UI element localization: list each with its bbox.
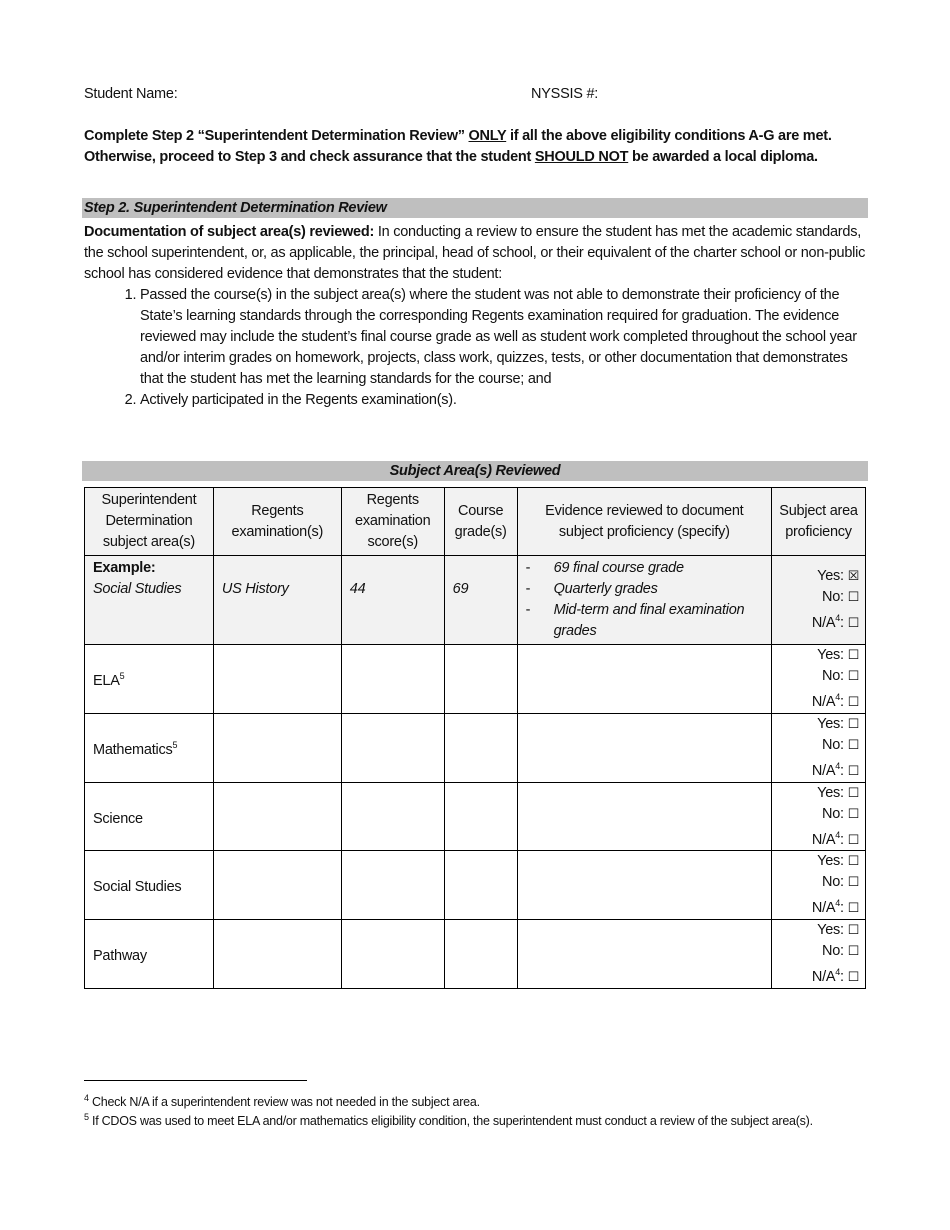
footnote-ref: 5 bbox=[119, 671, 125, 681]
subject-cell bbox=[85, 851, 214, 920]
proficiency-cell bbox=[772, 713, 866, 782]
documentation-paragraph bbox=[84, 222, 868, 411]
grade-cell[interactable] bbox=[444, 782, 517, 851]
example-exam: US History bbox=[221, 581, 289, 597]
score-cell[interactable] bbox=[341, 782, 444, 851]
intro-text: be awarded a local diploma. bbox=[628, 149, 818, 165]
na-label: N/A bbox=[811, 762, 836, 779]
yes-label: Yes: bbox=[817, 853, 848, 870]
footnote-ref: 4 bbox=[835, 613, 841, 623]
no-checkbox[interactable]: ☐ bbox=[847, 737, 859, 753]
yes-checkbox[interactable]: ☐ bbox=[847, 854, 859, 870]
subject-cell bbox=[85, 645, 214, 714]
colon: : bbox=[840, 900, 848, 917]
subject-label: Science bbox=[93, 810, 143, 827]
exam-cell[interactable] bbox=[213, 782, 341, 851]
table-title-bar bbox=[82, 461, 868, 481]
na-checkbox[interactable]: ☐ bbox=[847, 970, 859, 986]
example-grade: 69 bbox=[452, 581, 469, 597]
table-header-row bbox=[85, 488, 866, 556]
yes-checkbox[interactable]: ☐ bbox=[847, 648, 859, 663]
intro-text: Complete Step 2 “Superintendent Determination Review” bbox=[84, 128, 469, 144]
footnote-ref: 4 bbox=[835, 692, 841, 702]
subject-label: Pathway bbox=[93, 948, 147, 965]
na-label: N/A bbox=[811, 831, 836, 848]
column-header: Superintendent Determination subject area(s) bbox=[85, 488, 214, 556]
no-checkbox[interactable]: ☐ bbox=[847, 669, 859, 684]
no-label: No: bbox=[822, 736, 848, 753]
footnote-ref: 4 bbox=[835, 829, 841, 840]
example-evidence-list bbox=[526, 558, 763, 642]
yes-checkbox[interactable]: ☐ bbox=[847, 923, 859, 939]
proficiency-cell bbox=[772, 782, 866, 851]
score-cell[interactable] bbox=[341, 713, 444, 782]
example-row bbox=[85, 556, 866, 645]
criteria-item: 1. Passed the course(s) in the subject area(s) where the student was not able to demonstrate their proficiency of the State’s learning standards through the corresponding Regents examination required for graduation. The evidence reviewed may include the student’s final course grade as well as student work completed throughout the school year and/or interim grades on homework, projects, class work, quizzes, tests, or other documentation that demonstrates that the student has met the learning standards for the course; and bbox=[140, 285, 868, 390]
footnote-text: Check N/A if a superintendent review was not needed in the subject area. bbox=[88, 1095, 480, 1110]
criteria-item: 2. Actively participated in the Regents examination(s). bbox=[140, 390, 868, 411]
footnote-number: 4 bbox=[84, 1093, 89, 1103]
score-cell[interactable] bbox=[341, 645, 444, 714]
evidence-cell[interactable] bbox=[517, 713, 771, 782]
no-checkbox[interactable]: ☐ bbox=[847, 944, 859, 960]
evidence-item: - Mid-term and final examination grades bbox=[526, 600, 763, 642]
evidence-item: - 69 final course grade bbox=[526, 558, 763, 579]
example-score: 44 bbox=[349, 581, 366, 597]
intro-paragraph bbox=[84, 126, 868, 168]
na-label: N/A bbox=[811, 900, 836, 917]
score-cell[interactable] bbox=[341, 920, 444, 989]
footnote-ref: 4 bbox=[835, 898, 841, 909]
step2-title: Step 2. Superintendent Determination Review bbox=[84, 200, 387, 216]
na-checkbox[interactable]: ☐ bbox=[847, 763, 859, 779]
column-header: Course grade(s) bbox=[444, 488, 517, 556]
should-not-emphasis: SHOULD NOT bbox=[534, 149, 629, 165]
colon: : bbox=[840, 831, 848, 848]
evidence-cell[interactable] bbox=[517, 782, 771, 851]
subject-row bbox=[85, 851, 866, 920]
column-header: Subject area proficiency bbox=[772, 488, 866, 556]
proficiency-cell bbox=[772, 851, 866, 920]
table-title: Subject Area(s) Reviewed bbox=[389, 463, 561, 479]
na-checkbox[interactable]: ☐ bbox=[847, 832, 859, 848]
na-checkbox[interactable]: ☐ bbox=[847, 901, 859, 917]
footnote-ref: 5 bbox=[172, 739, 178, 750]
subject-cell bbox=[85, 713, 214, 782]
proficiency-cell bbox=[772, 920, 866, 989]
subject-row bbox=[85, 782, 866, 851]
footnote-text: If CDOS was used to meet ELA and/or mathematics eligibility condition, the superintendent must conduct a review of the subject area(s). bbox=[88, 1114, 813, 1129]
column-header: Regents examination(s) bbox=[213, 488, 341, 556]
no-checkbox[interactable]: ☐ bbox=[847, 875, 859, 891]
yes-label: Yes: bbox=[817, 922, 848, 939]
na-label: N/A bbox=[811, 614, 836, 631]
exam-cell[interactable] bbox=[213, 851, 341, 920]
footnote-number: 5 bbox=[84, 1112, 89, 1122]
no-label: No: bbox=[822, 805, 848, 822]
subject-review-table bbox=[84, 487, 866, 989]
no-label: No: bbox=[822, 874, 848, 891]
na-label: N/A bbox=[811, 693, 836, 710]
na-checkbox[interactable]: ☐ bbox=[847, 694, 859, 710]
grade-cell[interactable] bbox=[444, 713, 517, 782]
subject-label: Social Studies bbox=[93, 879, 182, 896]
footnote-divider bbox=[84, 1080, 307, 1081]
subject-row bbox=[85, 920, 866, 989]
yes-label: Yes: bbox=[817, 784, 848, 801]
yes-label: Yes: bbox=[817, 568, 848, 584]
evidence-cell[interactable] bbox=[517, 645, 771, 714]
footnote-ref: 4 bbox=[835, 967, 841, 978]
column-header: Evidence reviewed to document subject proficiency (specify) bbox=[517, 488, 771, 556]
subject-cell bbox=[85, 782, 214, 851]
only-emphasis: ONLY bbox=[468, 128, 507, 144]
exam-cell[interactable] bbox=[213, 713, 341, 782]
colon: : bbox=[840, 969, 848, 986]
evidence-cell[interactable] bbox=[517, 851, 771, 920]
yes-checkbox-checked[interactable]: ☒ bbox=[847, 569, 859, 584]
documentation-text: In conducting a review to ensure the student has met the academic standards, the school superintendent, or, as applicable, the principal, head of school, or their equivalent of the charter school or non-public school has considered evidence that demonstrates that the student: bbox=[84, 224, 866, 282]
yes-checkbox[interactable]: ☐ bbox=[847, 716, 859, 732]
colon: : bbox=[840, 614, 848, 631]
grade-cell[interactable] bbox=[444, 645, 517, 714]
na-label: N/A bbox=[811, 969, 836, 986]
footnote-ref: 4 bbox=[835, 760, 841, 771]
no-label: No: bbox=[822, 668, 848, 684]
subject-label: ELA bbox=[93, 672, 120, 689]
subject-row bbox=[85, 713, 866, 782]
subject-cell bbox=[85, 920, 214, 989]
student-name-label: Student Name: bbox=[84, 86, 178, 102]
yes-label: Yes: bbox=[817, 647, 848, 663]
intro-text: if all the above eligibility conditions A-G are met. Otherwise, proceed to Step 3 and check assurance that the student bbox=[84, 128, 832, 165]
documentation-label: Documentation of subject area(s) reviewed: bbox=[84, 224, 375, 240]
grade-cell[interactable] bbox=[444, 920, 517, 989]
subject-label: Mathematics bbox=[93, 741, 173, 758]
no-label: No: bbox=[822, 589, 848, 605]
footnote bbox=[84, 1108, 868, 1131]
no-checkbox[interactable]: ☐ bbox=[847, 590, 859, 605]
column-header: Regents examination score(s) bbox=[341, 488, 444, 556]
exam-cell[interactable] bbox=[213, 920, 341, 989]
yes-checkbox[interactable]: ☐ bbox=[847, 785, 859, 801]
proficiency-cell bbox=[772, 645, 866, 714]
no-checkbox[interactable]: ☐ bbox=[847, 806, 859, 822]
step2-heading bbox=[82, 198, 868, 218]
example-label: Example: bbox=[93, 560, 156, 576]
na-checkbox[interactable]: ☐ bbox=[847, 615, 859, 631]
nyssis-label: NYSSIS #: bbox=[531, 86, 599, 102]
colon: : bbox=[840, 693, 848, 710]
score-cell[interactable] bbox=[341, 851, 444, 920]
colon: : bbox=[840, 762, 848, 779]
example-subject: Social Studies bbox=[93, 581, 182, 597]
subject-row bbox=[85, 645, 866, 714]
evidence-cell[interactable] bbox=[517, 920, 771, 989]
evidence-item: - Quarterly grades bbox=[526, 579, 763, 600]
no-label: No: bbox=[822, 943, 848, 960]
exam-cell[interactable] bbox=[213, 645, 341, 714]
grade-cell[interactable] bbox=[444, 851, 517, 920]
yes-label: Yes: bbox=[817, 715, 848, 732]
criteria-list bbox=[84, 285, 868, 411]
